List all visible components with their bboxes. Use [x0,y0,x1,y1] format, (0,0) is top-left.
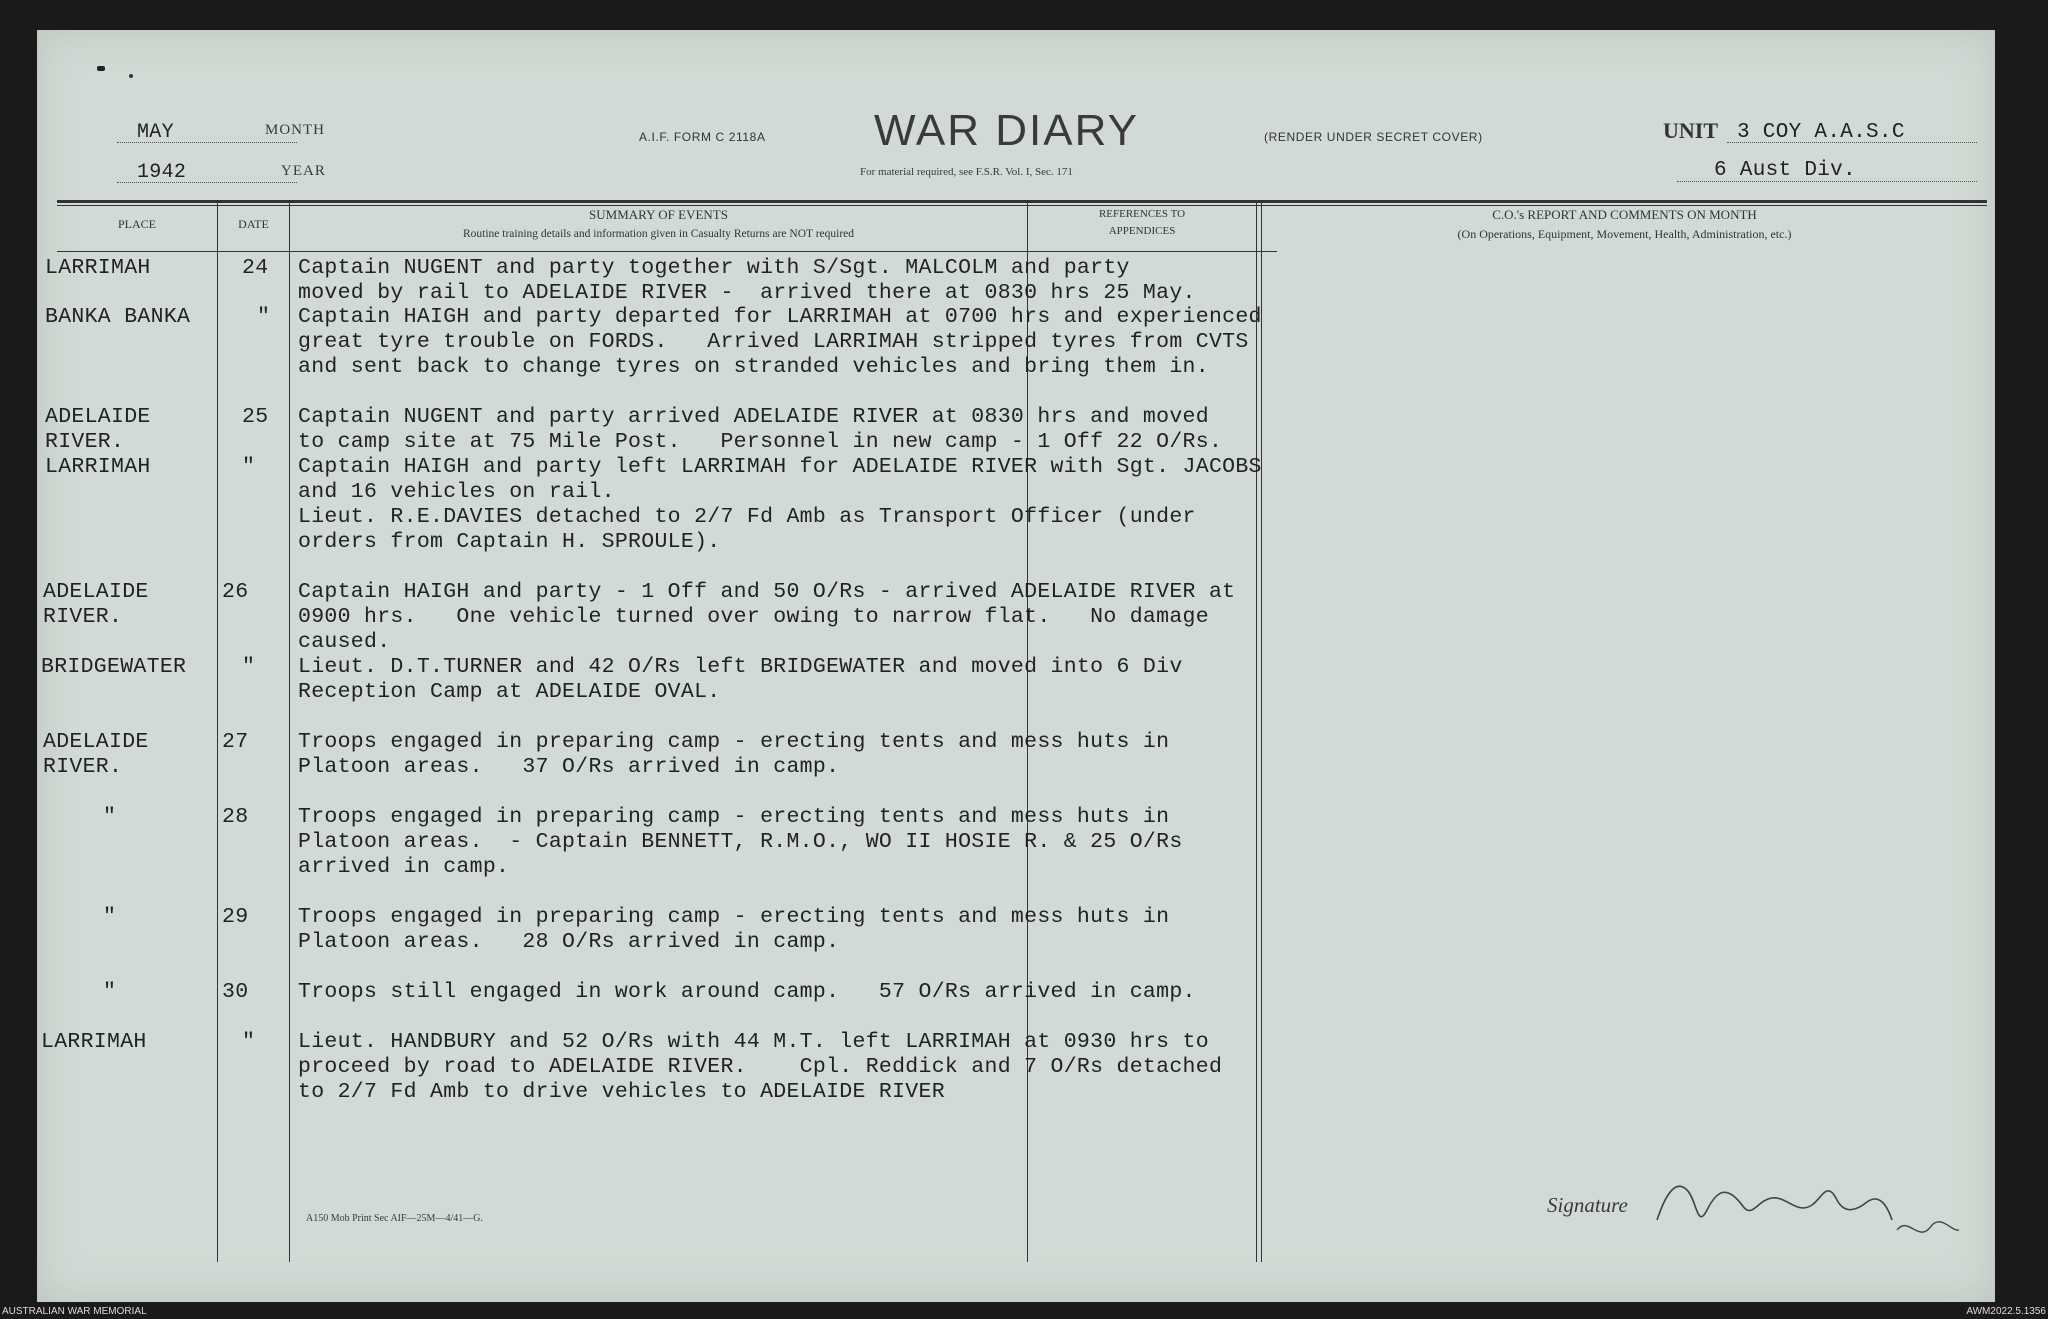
entry-date: " [242,655,256,679]
entry-place: ADELAIDE RIVER. [45,405,151,454]
col-header-place: PLACE [117,217,156,231]
entry-place: ADELAIDE RIVER. [43,580,149,629]
entry-text: Captain NUGENT and party arrived ADELAIDE RIVER at 0830 hrs and moved to camp site at 75 Mile Post. Personnel in new camp - 1 Off 22 O/Rs. [298,405,1223,454]
entry-date: 30 [222,980,249,1004]
col-header-summary: SUMMARY OF EVENTS [589,207,728,222]
unit-value: 3 COY A.A.S.C [1737,121,1905,144]
entry-text: Lieut. HANDBURY and 52 O/Rs with 44 M.T. left LARRIMAH at 0930 hrs to proceed by road to ADELAIDE RIVER. Cpl. Reddick and 7 O/Rs detached to 2/7 Fd Amb to drive vehicles to ADELAIDE RIVER [298,1030,1223,1104]
division-underline [1677,181,1977,182]
month-label: MONTH [265,122,325,138]
entry-place: LARRIMAH [45,455,151,479]
entry-date: 25 [242,405,269,429]
col-divider-date [289,202,290,1262]
col-divider-place [217,202,218,1262]
ink-mark [129,74,133,78]
entry-date: 26 [222,580,249,604]
entry-text: Captain NUGENT and party together with S/Sgt. MALCOLM and party moved by rail to ADELAIDE RIVER - arrived there at 0830 hrs 25 May. [298,256,1196,305]
entry-place: BRIDGEWATER [41,655,187,679]
year-label: YEAR [281,163,326,179]
footer-right: AWM2022.5.1356 [1966,1306,2046,1317]
page-title: WAR DIARY [874,106,1139,155]
entry-text: Troops engaged in preparing camp - erecting tents and mess huts in Platoon areas. - Captain BENNETT, R.M.O., WO II HOSIE R. & 25 O/Rs arrived in camp. [298,805,1183,879]
col-header-references: REFERENCES TO APPENDICES [1098,208,1186,237]
entry-text: Troops engaged in preparing camp - erecting tents and mess huts in Platoon areas. 28 O/Rs arrived in camp. [298,905,1170,954]
entry-place: BANKA BANKA [45,305,191,329]
entry-date: 24 [242,256,269,280]
month-underline [117,142,297,143]
entry-place: " [103,805,117,829]
entry-date: 27 [222,730,249,754]
entry-date: " [257,305,271,329]
year-underline [117,182,297,183]
month-value: MAY [137,121,174,144]
print-code: A150 Mob Print Sec AIF—25M—4/41—G. [306,1213,483,1224]
ink-mark [97,66,105,71]
entry-place: ADELAIDE RIVER. [43,730,149,779]
col-header-report: C.O.'s REPORT AND COMMENTS ON MONTH [1492,207,1757,222]
col-header-date: DATE [238,217,269,231]
handwritten-signature [1647,1160,1967,1250]
year-value: 1942 [137,161,187,184]
entry-date: " [242,455,256,479]
entry-date: " [242,1030,256,1054]
entry-text: Captain HAIGH and party left LARRIMAH for ADELAIDE RIVER with Sgt. JACOBS and 16 vehicles on rail. Lieut. R.E.DAVIES detached to 2/7 Fd Amb as Transport Officer (under orders from Captain H. SPROULE). [298,455,1262,554]
entry-date: 28 [222,805,249,829]
entry-text: Captain HAIGH and party - 1 Off and 50 O/Rs - arrived ADELAIDE RIVER at 0900 hrs. One vehicle turned over owing to narrow flat. No damage caused. [298,580,1236,654]
entry-text: Lieut. D.T.TURNER and 42 O/Rs left BRIDGEWATER and moved into 6 Div Reception Camp at ADELAIDE OVAL. [298,655,1183,704]
entry-text: Troops engaged in preparing camp - erecting tents and mess huts in Platoon areas. 37 O/Rs arrived in camp. [298,730,1170,779]
entry-place: " [103,905,117,929]
entry-date: 29 [222,905,249,929]
col-header-report-note: (On Operations, Equipment, Movement, Health, Administration, etc.) [1457,227,1792,241]
col-header-summary-note: Routine training details and information given in Casualty Returns are NOT required [462,228,855,240]
render-note: (RENDER UNDER SECRET COVER) [1264,130,1483,144]
entry-place: LARRIMAH [41,1030,147,1054]
entry-text: Troops still engaged in work around camp. 57 O/Rs arrived in camp. [298,980,1196,1004]
division-value: 6 Aust Div. [1714,159,1856,182]
header-top-rule [57,200,1987,203]
form-number: A.I.F. FORM C 2118A [639,130,766,144]
form-subtitle: For material required, see F.S.R. Vol. I, Sec. 171 [860,166,1073,178]
signature-label: Signature [1547,1193,1628,1217]
diary-page [37,30,1995,1302]
entry-place: LARRIMAH [45,256,151,280]
entry-text: Captain HAIGH and party departed for LARRIMAH at 0700 hrs and experienced great tyre trouble on FORDS. Arrived LARRIMAH stripped tyres from CVTS and sent back to change tyres on stranded vehicles and bring them in. [298,305,1262,379]
unit-label: UNIT [1663,118,1719,143]
entry-place: " [103,980,117,1004]
unit-underline [1727,142,1977,143]
footer-left: AUSTRALIAN WAR MEMORIAL [2,1306,147,1317]
header-bottom-rule [57,251,1277,252]
